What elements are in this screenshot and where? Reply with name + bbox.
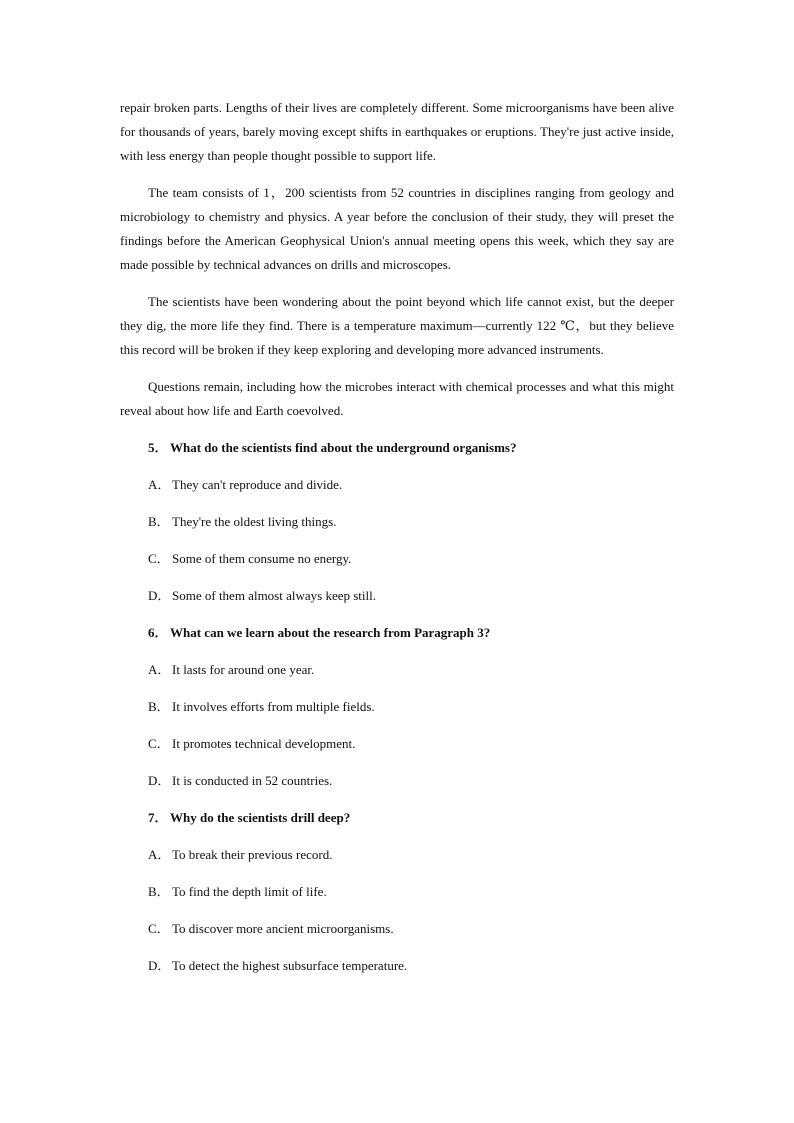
question-number: 7．	[148, 810, 168, 825]
option-d	[148, 769, 674, 793]
question-number: 5．	[148, 440, 168, 455]
option-d	[148, 584, 674, 608]
option-letter: A．	[148, 477, 171, 492]
option-text: Some of them almost always keep still.	[172, 588, 376, 603]
option-c	[148, 547, 674, 571]
option-text: To detect the highest subsurface temperature.	[172, 958, 408, 973]
paragraph-4: Questions remain, including how the microbes interact with chemical processes and what this might reveal about how life and Earth coevolved.	[120, 379, 674, 418]
question-text: Why do the scientists drill deep?	[170, 810, 351, 825]
option-letter: D．	[148, 958, 171, 973]
question-stem	[148, 436, 674, 460]
paragraph-3: The scientists have been wondering about the point beyond which life cannot exist, but the deeper they dig, the more life they find. There is a temperature maximum—currently 122 ℃，but they believe this record will be broken if they keep exploring and developing more advanced instruments.	[120, 294, 674, 357]
option-letter: D．	[148, 588, 171, 603]
option-b	[148, 880, 674, 904]
option-text: It lasts for around one year.	[172, 662, 315, 677]
question-7	[120, 806, 674, 978]
question-text: What can we learn about the research from Paragraph 3?	[170, 625, 491, 640]
option-letter: D．	[148, 773, 171, 788]
option-letter: B．	[148, 514, 170, 529]
option-b	[148, 695, 674, 719]
option-letter: C．	[148, 921, 170, 936]
option-letter: A．	[148, 662, 171, 677]
question-number: 6．	[148, 625, 168, 640]
paragraph-1: repair broken parts. Lengths of their lives are completely different. Some microorganisms have been alive for thousands of years, barely moving except shifts in earthquakes or eruptions. They're just active inside, with less energy than people thought possible to support life.	[120, 100, 674, 163]
option-text: It involves efforts from multiple fields.	[172, 699, 375, 714]
option-text: It promotes technical development.	[172, 736, 356, 751]
option-letter: B．	[148, 699, 170, 714]
option-c	[148, 732, 674, 756]
paragraph-2: The team consists of 1，200 scientists from 52 countries in disciplines ranging from geology and microbiology to chemistry and physics. A year before the conclusion of their study, they will preset the findings before the American Geophysical Union's annual meeting opens this week, which they say are made possible by technical advances on drills and microscopes.	[120, 185, 674, 272]
option-letter: C．	[148, 736, 170, 751]
option-c	[148, 917, 674, 941]
option-text: To find the depth limit of life.	[172, 884, 327, 899]
question-6	[120, 621, 674, 793]
option-b	[148, 510, 674, 534]
option-letter: B．	[148, 884, 170, 899]
option-text: They're the oldest living things.	[172, 514, 337, 529]
document-page	[120, 96, 674, 991]
option-text: It is conducted in 52 countries.	[172, 773, 333, 788]
option-text: To break their previous record.	[172, 847, 333, 862]
option-letter: C．	[148, 551, 170, 566]
option-text: They can't reproduce and divide.	[172, 477, 343, 492]
option-d	[148, 954, 674, 978]
option-letter: A．	[148, 847, 171, 862]
question-text: What do the scientists find about the underground organisms?	[170, 440, 517, 455]
option-a	[148, 658, 674, 682]
option-text: Some of them consume no energy.	[172, 551, 352, 566]
option-a	[148, 843, 674, 867]
question-stem	[148, 621, 674, 645]
option-text: To discover more ancient microorganisms.	[172, 921, 394, 936]
question-stem	[148, 806, 674, 830]
question-5	[120, 436, 674, 608]
option-a	[148, 473, 674, 497]
